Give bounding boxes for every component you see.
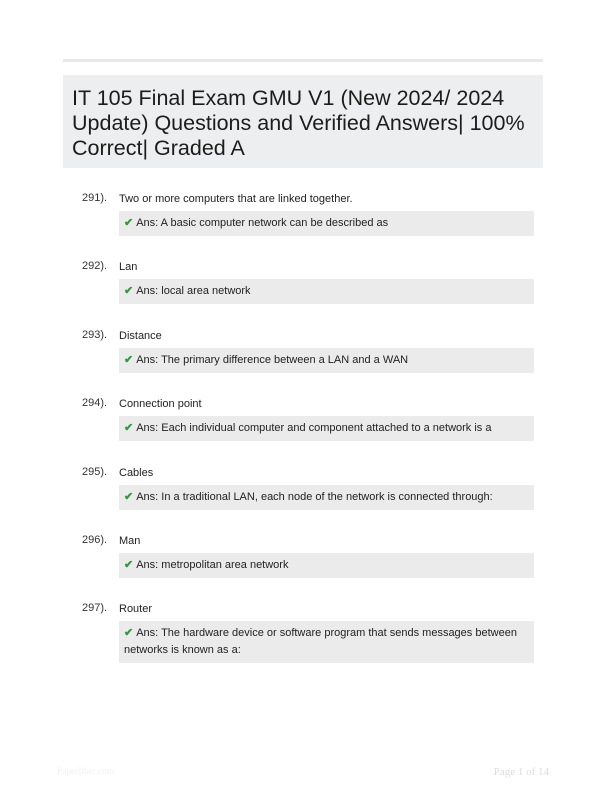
question-number: 291).	[82, 192, 108, 204]
answer-box	[119, 621, 534, 663]
page-number: Page 1 of 14	[493, 766, 549, 778]
answer-text: Ans: metropolitan area network	[136, 559, 289, 571]
question-text: Cables	[119, 466, 154, 479]
checkmark-icon: ✔	[124, 559, 134, 571]
document-title: IT 105 Final Exam GMU V1 (New 2024/ 2024 Update) Questions and Verified Answers| 100% Correct| Graded A	[72, 86, 525, 160]
answer-box	[119, 211, 534, 236]
question-number: 295).	[82, 465, 108, 478]
question-number: 296).	[82, 534, 108, 546]
checkmark-icon: ✔	[124, 627, 134, 640]
question-text: Connection point	[119, 398, 202, 411]
question-text: Distance	[119, 329, 162, 342]
answer-text: Ans: local area network	[136, 285, 251, 298]
checkmark-icon: ✔	[124, 490, 134, 503]
question-number: 293).	[82, 328, 108, 341]
question-number: 297).	[82, 602, 108, 615]
answer-box	[119, 348, 534, 373]
checkmark-icon: ✔	[124, 217, 134, 229]
footer-watermark: Paperlibic.com	[57, 767, 115, 777]
top-divider	[63, 59, 543, 62]
title-banner	[63, 75, 543, 168]
answer-box	[119, 416, 534, 441]
answer-box	[119, 553, 534, 578]
answer-text: Ans: A basic computer network can be described as	[136, 217, 389, 229]
checkmark-icon: ✔	[124, 285, 134, 298]
question-text: Two or more computers that are linked together.	[119, 193, 353, 205]
checkmark-icon: ✔	[124, 422, 134, 435]
answer-text: Ans: The hardware device or software program that sends messages between networks is known as a:	[124, 627, 517, 657]
answer-text: Ans: Each individual computer and component attached to a network is a	[136, 422, 492, 435]
answer-box	[119, 279, 534, 304]
question-text: Lan	[119, 261, 138, 274]
answer-text: Ans: The primary difference between a LAN and a WAN	[136, 353, 409, 366]
checkmark-icon: ✔	[124, 353, 134, 366]
answer-text: Ans: In a traditional LAN, each node of the network is connected through:	[136, 490, 493, 503]
question-text: Man	[119, 535, 141, 547]
question-number: 294).	[82, 397, 108, 410]
answer-box	[119, 485, 534, 510]
question-number: 292).	[82, 260, 108, 273]
question-text: Router	[119, 603, 153, 616]
